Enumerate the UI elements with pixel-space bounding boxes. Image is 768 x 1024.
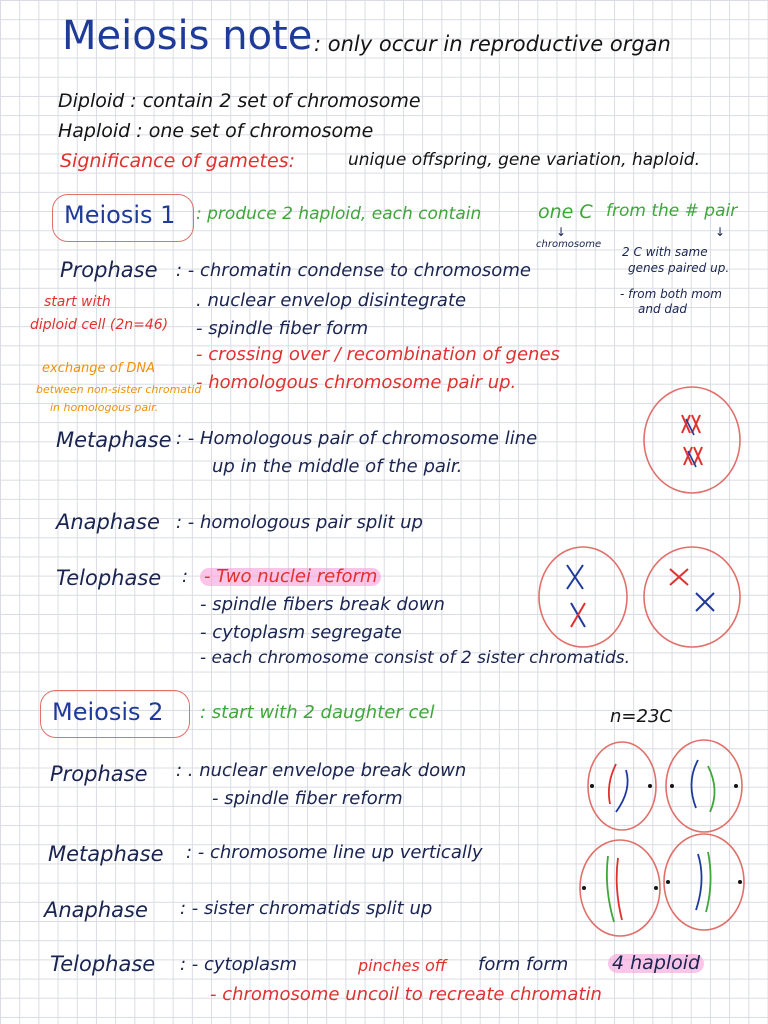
meiosis2-n-note: n=23C xyxy=(610,706,672,727)
meiosis1-desc: : produce 2 haploid, each contain xyxy=(196,204,482,224)
m1-telophase-label: Telophase xyxy=(56,566,162,590)
m2-anaphase-item-1: : - sister chromatids split up xyxy=(180,898,433,919)
m2-metaphase-cell-2 xyxy=(662,832,746,932)
m2-prophase-item-2: - spindle fiber reform xyxy=(212,788,403,809)
m2-prophase-item-1: : . nuclear envelope break down xyxy=(176,760,467,781)
m1-prophase-item-2: . nuclear envelop disintegrate xyxy=(196,290,467,311)
m1-metaphase-item-2: up in the middle of the pair. xyxy=(212,456,463,477)
m2-telophase-part4: 4 haploid xyxy=(608,954,704,973)
m1-metaphase-label: Metaphase xyxy=(56,428,172,452)
m2-prophase-label: Prophase xyxy=(50,762,148,786)
m1-prophase-item-5: - homologous chromosome pair up. xyxy=(196,372,517,393)
meiosis1-pair: from the # pair xyxy=(606,201,738,221)
meiosis2-desc: : start with 2 daughter cel xyxy=(200,702,435,723)
m1-telophase-item-1: - Two nuclei reform xyxy=(200,568,381,586)
m2-anaphase-label: Anaphase xyxy=(44,898,148,922)
arrow-down-icon: ↓ xyxy=(556,225,567,239)
telophase-cell-2 xyxy=(640,545,744,655)
m2-telophase-label: Telophase xyxy=(50,952,156,976)
m1-telophase-colon: : xyxy=(182,566,189,587)
dna-note-line2: between non-sister chromatid xyxy=(36,383,202,396)
significance-text: unique offspring, gene variation, haploid. xyxy=(348,150,700,170)
m2-metaphase-item-1: : - chromosome line up vertically xyxy=(186,842,483,863)
m2-telophase-part3: form form xyxy=(478,954,569,975)
m1-telophase-item-3: - cytoplasm segregate xyxy=(200,622,402,643)
page-subtitle: : only occur in reproductive organ xyxy=(314,32,671,56)
side-note-line1: 2 C with same xyxy=(622,245,708,259)
dna-note-line3: in homologous pair. xyxy=(50,401,159,414)
diploid-definition: Diploid : contain 2 set of chromosome xyxy=(58,90,421,112)
chromosome-note: chromosome xyxy=(536,239,602,250)
meiosis2-label: Meiosis 2 xyxy=(52,698,164,726)
meiosis1-one-c: one C xyxy=(538,201,593,223)
m2-metaphase-label: Metaphase xyxy=(48,842,164,866)
m1-telophase-item-2: - spindle fibers break down xyxy=(200,594,445,615)
haploid-definition: Haploid : one set of chromosome xyxy=(58,120,374,142)
side-note-line2: genes paired up. xyxy=(628,261,730,275)
side-note-line4: and dad xyxy=(638,302,687,316)
metaphase-cell-diagram xyxy=(642,385,742,495)
m1-prophase-label: Prophase xyxy=(60,258,158,282)
start-note-line2: diploid cell (2n=46) xyxy=(30,317,169,333)
m2-telophase-part1: : - cytoplasm xyxy=(180,954,297,975)
m2-metaphase-cell-1 xyxy=(578,838,662,938)
page-title: Meiosis note xyxy=(62,13,313,59)
dna-note-line1: exchange of DNA xyxy=(42,361,155,376)
m1-anaphase-label: Anaphase xyxy=(56,510,160,534)
m1-telophase-item-4: - each chromosome consist of 2 sister chromatids. xyxy=(200,648,631,668)
m2-prophase-cell-2 xyxy=(664,738,744,834)
arrow-down-icon-2: ↓ xyxy=(715,225,726,239)
m1-metaphase-item-1: : - Homologous pair of chromosome line xyxy=(176,428,538,449)
m1-prophase-item-1: : - chromatin condense to chromosome xyxy=(176,260,531,281)
m2-prophase-cell-1 xyxy=(586,740,658,832)
m2-telophase-part5: - chromosome uncoil to recreate chromatin xyxy=(210,984,602,1005)
m1-anaphase-item-1: : - homologous pair split up xyxy=(176,512,423,533)
telophase-cell-1 xyxy=(535,545,635,655)
start-note-line1: start with xyxy=(44,294,111,310)
m1-prophase-item-4: - crossing over / recombination of genes xyxy=(196,344,560,365)
side-note-line3: - from both mom xyxy=(620,287,722,301)
significance-label: Significance of gametes: xyxy=(60,150,295,172)
m2-telophase-part2: pinches off xyxy=(358,956,447,975)
m1-prophase-item-3: - spindle fiber form xyxy=(196,318,369,339)
meiosis1-label: Meiosis 1 xyxy=(64,201,176,229)
